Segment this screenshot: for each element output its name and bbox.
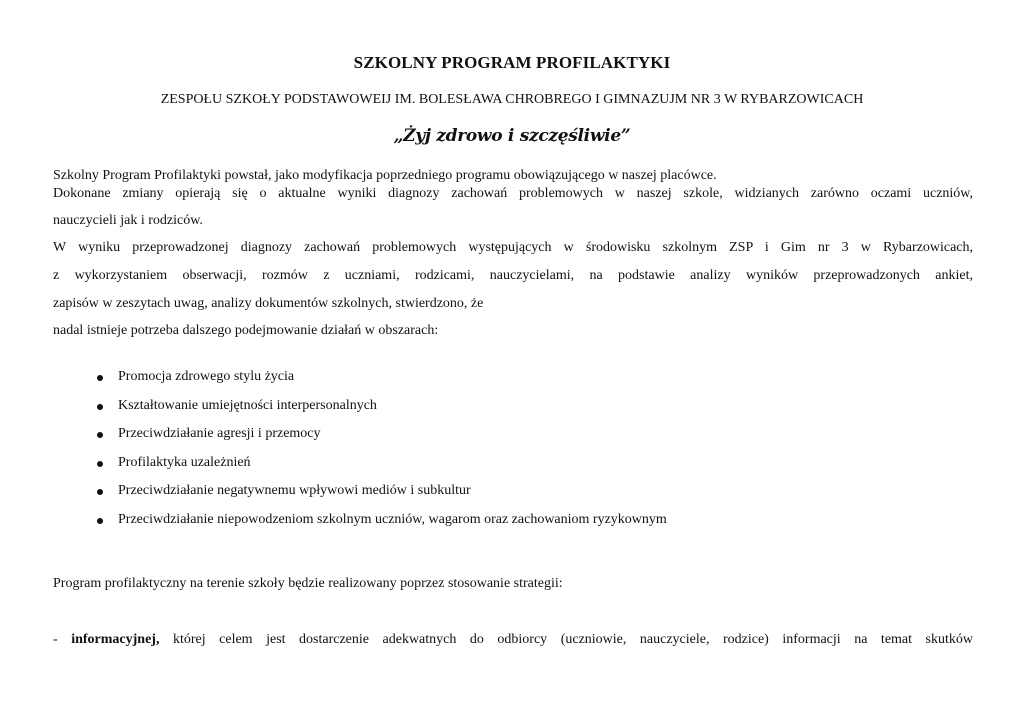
- paragraph-result-line-3: zapisów w zeszytach uwag, analizy dokumentów szkolnych, stwierdzono, że: [53, 296, 484, 311]
- document-title: SZKOLNY PROGRAM PROFILAKTYKI: [353, 53, 671, 72]
- paragraph-result-line-2: z wykorzystaniem obserwacji, rozmów z uczniami, rodzicami, nauczycielami, na podstawie analizy wyników przeprowadzonych ankiet,: [53, 268, 973, 283]
- bullet-icon: [97, 375, 103, 381]
- paragraph-changes-line-2: nauczycieli jak i rodziców.: [53, 213, 203, 228]
- bullet-icon: [97, 461, 103, 467]
- list-item: [95, 369, 667, 398]
- paragraph-result-line-4: nadal istnieje potrzeba dalszego podejmowanie działań w obszarach:: [53, 323, 439, 338]
- bullet-icon: [97, 432, 103, 438]
- document-motto: „Żyj zdrowo i szczęśliwie”: [393, 126, 631, 146]
- list-item: [95, 455, 667, 484]
- paragraph-strategy-informational: [53, 632, 973, 648]
- paragraph-changes-line-1: Dokonane zmiany opierają się o aktualne wyniki diagnozy zachowań problemowych w naszej szkole, widzianych zarówno oczami uczniów,: [53, 186, 973, 201]
- list-item: [95, 398, 667, 427]
- list-item-label: Promocja zdrowego stylu życia: [118, 369, 295, 384]
- strategy-dash: -: [53, 632, 72, 647]
- list-item-label: Przeciwdziałanie niepowodzeniom szkolnym uczniów, wagarom oraz zachowaniom ryzykownym: [118, 511, 667, 527]
- bullet-icon: [97, 404, 103, 410]
- strategy-name-bold: informacyjnej,: [71, 632, 160, 647]
- areas-list: [95, 369, 667, 540]
- list-item: [95, 512, 667, 541]
- paragraph-strategy-intro: Program profilaktyczny na terenie szkoły będzie realizowany poprzez stosowanie strategii:: [53, 576, 563, 591]
- paragraph-intro: Szkolny Program Profilaktyki powstał, jako modyfikacja poprzedniego programu obowiązującego w naszej placówce.: [53, 168, 717, 183]
- list-item-label: Przeciwdziałanie agresji i przemocy: [118, 426, 321, 441]
- list-item: [95, 483, 667, 512]
- list-item: [95, 426, 667, 455]
- document-subtitle: ZESPOŁU SZKOŁY PODSTAWOWEIJ IM. BOLESŁAWA CHROBREGO I GIMNAZUJM NR 3 W RYBARZOWICACH: [160, 92, 864, 107]
- list-item-label: Profilaktyka uzależnień: [118, 454, 251, 470]
- list-item-label: Kształtowanie umiejętności interpersonalnych: [118, 397, 377, 413]
- paragraph-result-line-1: W wyniku przeprowadzonej diagnozy zachowań problemowych występujących w środowisku szkolnym ZSP i Gim nr 3 w Rybarzowicach,: [53, 240, 973, 255]
- list-item-label: Przeciwdziałanie negatywnemu wpływowi mediów i subkultur: [118, 483, 471, 498]
- strategy-description: której celem jest dostarczenie adekwatnych do odbiorcy (uczniowie, nauczyciele, rodzice) informacji na temat skutków: [159, 632, 973, 647]
- bullet-icon: [97, 518, 103, 524]
- bullet-icon: [97, 489, 103, 495]
